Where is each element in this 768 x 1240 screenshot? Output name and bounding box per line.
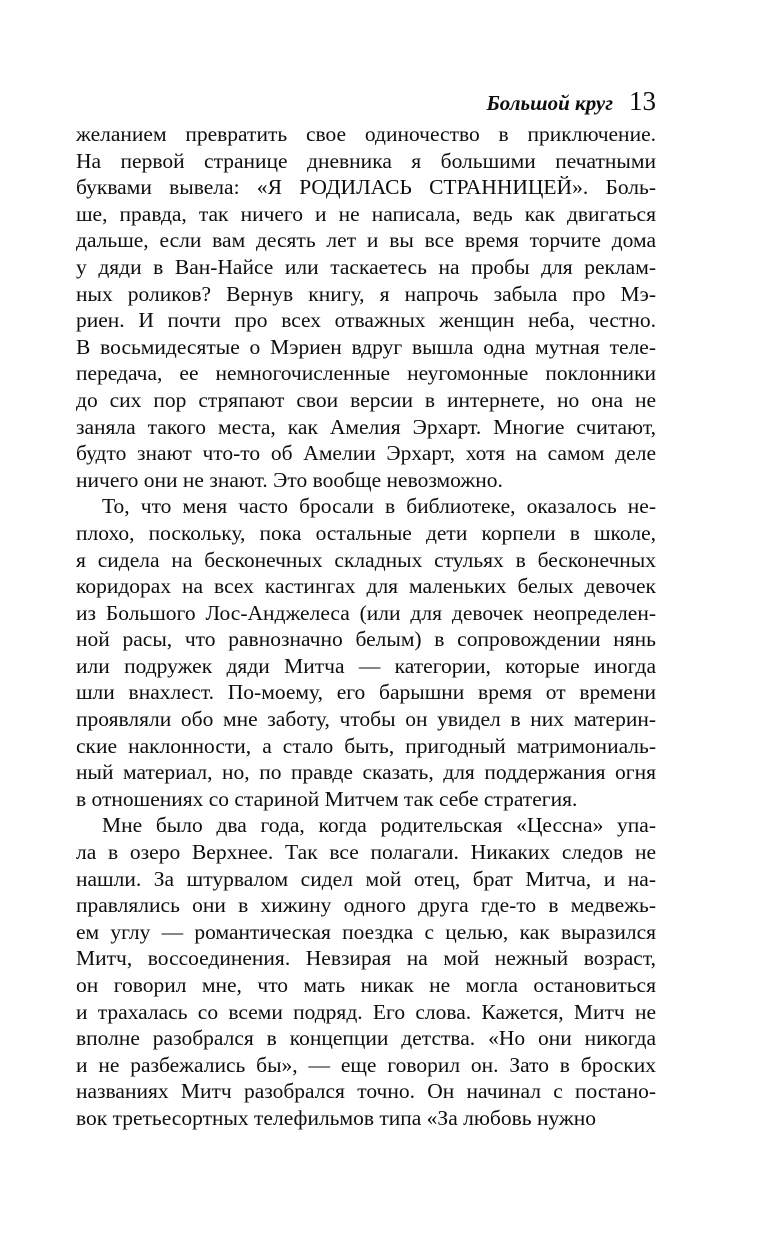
text-line: я сидела на бесконечных складных стульях в бесконечных bbox=[76, 547, 656, 572]
running-head bbox=[76, 86, 656, 117]
text-line: плохо, поскольку, пока остальные дети корпели в школе, bbox=[76, 520, 656, 545]
text-line: правлялись они в хижину одного друга где-то в медвежь- bbox=[76, 893, 656, 918]
text-line: На первой странице дневника я большими печатными bbox=[76, 148, 656, 173]
text-line: желанием превратить свое одиночество в приключение. bbox=[76, 122, 656, 146]
text-line: То, что меня часто бросали в библиотеке, оказалось не- bbox=[102, 494, 656, 519]
text-line: ной расы, что равнозначно белым) в сопровождении нянь bbox=[76, 627, 656, 652]
text-line: ем углу — романтическая поездка с целью, как выразился bbox=[76, 919, 656, 944]
text-line: Мне было два года, когда родительская «Цессна» упа- bbox=[102, 813, 656, 838]
text-line: вок третьесортных телефильмов типа «За любовь нужно bbox=[76, 1105, 597, 1130]
text-line: ше, правда, так ничего и не написала, ведь как двигаться bbox=[76, 201, 656, 226]
text-line: проявляли обо мне заботу, чтобы он увидел в них материн- bbox=[76, 707, 656, 732]
text-line: он говорил мне, что мать никак не могла остановиться bbox=[76, 973, 656, 997]
text-line: ных роликов? Вернув книгу, я напрочь забыла про Мэ- bbox=[76, 281, 656, 306]
text-line: до сих пор стряпают свои версии в интернете, но она не bbox=[76, 387, 656, 412]
text-line: риен. И почти про всех отважных женщин неба, честно. bbox=[76, 308, 656, 333]
text-line: передача, ее немногочисленные неугомонные поклонники bbox=[76, 361, 656, 386]
text-line: ла в озеро Верхнее. Так все полагали. Никаких следов не bbox=[76, 840, 656, 865]
text-line: или подружек дяди Митча — категории, которые иногда bbox=[76, 653, 656, 678]
text-line: ские наклонности, а стало быть, пригодный матримониаль- bbox=[76, 733, 656, 758]
text-line: буквами вывела: «Я РОДИЛАСЬ СТРАННИЦЕЙ». Боль- bbox=[76, 175, 656, 200]
text-line: дальше, если вам десять лет и вы все время торчите дома bbox=[76, 228, 656, 253]
paragraph bbox=[76, 812, 656, 1131]
text-line: названиях Митч разобрался точно. Он начинал с постано- bbox=[76, 1079, 656, 1104]
text-line: будто знают что-то об Амелии Эрхарт, хотя на самом деле bbox=[76, 441, 656, 466]
page-number: 13 bbox=[629, 86, 656, 116]
body-text bbox=[76, 121, 656, 1132]
text-line: ничего они не знают. Это вообще невозможно. bbox=[76, 467, 503, 492]
text-line: и не разбежались бы», — еще говорил он. Зато в броских bbox=[76, 1052, 656, 1077]
text-line: вполне разобрался в концепции детства. «Но они никогда bbox=[76, 1026, 656, 1051]
text-line: из Большого Лос-Анджелеса (или для девочек неопределен- bbox=[76, 600, 656, 625]
running-title: Большой круг bbox=[486, 91, 613, 115]
paragraph bbox=[76, 121, 656, 493]
text-line: коридорах на всех кастингах для маленьких белых девочек bbox=[76, 574, 656, 599]
text-line: В восьмидесятые о Мэриен вдруг вышла одна мутная теле- bbox=[76, 334, 656, 359]
text-line: и трахалась со всеми подряд. Его слова. Кажется, Митч не bbox=[76, 999, 656, 1024]
text-line: у дяди в Ван-Найсе или таскаетесь на пробы для реклам- bbox=[76, 254, 656, 279]
text-line: шли внахлест. По-моему, его барышни время от времени bbox=[76, 680, 656, 705]
text-line: заняла такого места, как Амелия Эрхарт. Многие считают, bbox=[76, 414, 656, 439]
text-line: нашли. За штурвалом сидел мой отец, брат Митча, и на- bbox=[76, 866, 656, 891]
text-line: в отношениях со стариной Митчем так себе стратегия. bbox=[76, 786, 578, 811]
paragraph bbox=[76, 493, 656, 812]
text-line: ный материал, но, по правде сказать, для поддержания огня bbox=[76, 760, 656, 785]
text-line: Митч, воссоединения. Невзирая на мой нежный возраст, bbox=[76, 946, 656, 971]
